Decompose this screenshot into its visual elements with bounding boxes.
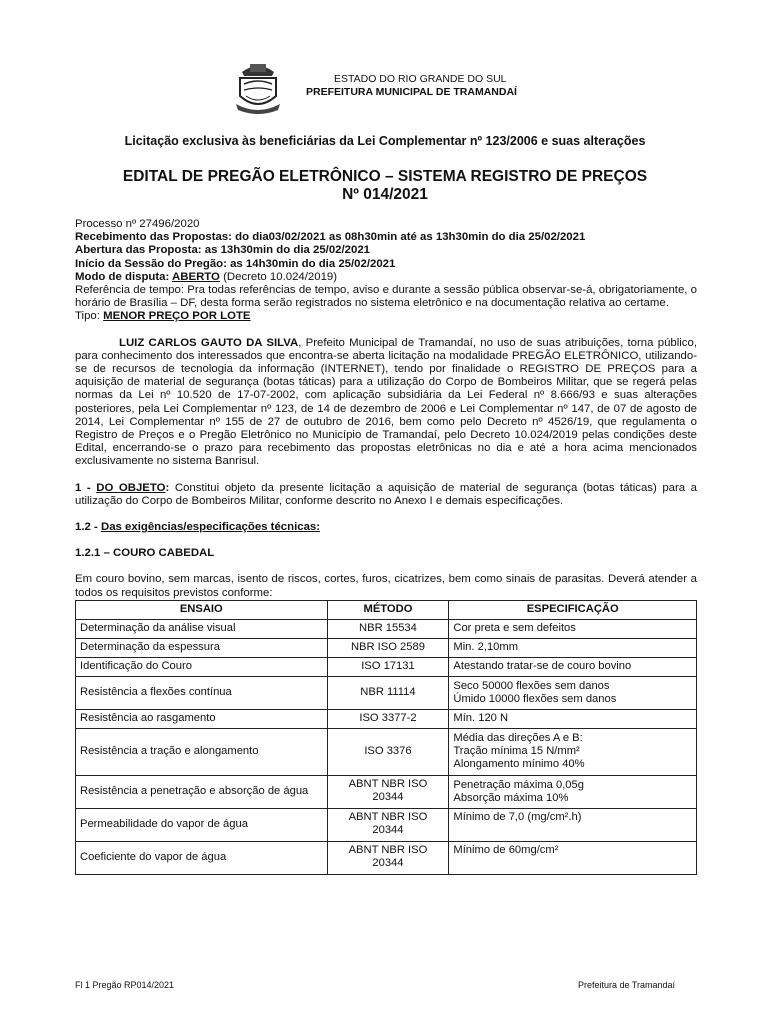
- section-1-colon: :: [165, 481, 170, 494]
- municipality-name: PREFEITURA MUNICIPAL DE TRAMANDAÍ: [306, 86, 517, 98]
- cell-ensaio: Resistência a flexões contínua: [76, 676, 328, 709]
- cell-ensaio: Resistência a tração e alongamento: [76, 728, 328, 775]
- document-body: [75, 218, 697, 875]
- header-metodo: MÉTODO: [327, 600, 449, 619]
- inicio-line: Início da Sessão do Pregão: as 14h30min do dia 25/02/2021: [75, 257, 396, 270]
- cell-especificacao: [449, 841, 697, 874]
- section-1-number: 1 -: [75, 481, 97, 494]
- cell-ensaio: Coeficiente do vapor de água: [76, 841, 328, 874]
- requirements-table: [75, 600, 697, 875]
- section-1-2-heading: Das exigências/especificações técnicas:: [100, 521, 321, 534]
- cell-ensaio: Permeabilidade do vapor de água: [76, 808, 328, 841]
- cell-ensaio: Identificação do Couro: [76, 657, 328, 676]
- title-line-1: EDITAL DE PREGÃO ELETRÔNICO – SISTEMA REGISTRO DE PREÇOS: [122, 168, 648, 185]
- table-header-row: [76, 600, 697, 619]
- section-1-2: [75, 521, 697, 534]
- referencia-tempo: Referência de tempo: Pra todas referências de tempo, aviso e durante a sessão pública observar-se-á, obrigatoriamente, o horário de Brasília – DF, desta forma serão registrados no sistema eletrônico e na documentação relativa ao certame.: [75, 284, 697, 310]
- cell-ensaio: Determinação da espessura: [76, 638, 328, 657]
- cell-metodo: ISO 17131: [327, 657, 449, 676]
- municipal-crest-icon: [232, 58, 284, 116]
- section-1-objeto: [75, 482, 697, 508]
- especificacao-line: Mínimo de 60mg/cm²: [453, 843, 559, 856]
- especificacao-line: Tração mínima 15 N/mm²: [453, 745, 580, 758]
- cell-metodo: ISO 3376: [327, 728, 449, 775]
- processo-number: Processo nº 27496/2020: [75, 218, 200, 230]
- cell-especificacao: [449, 709, 697, 728]
- header-ensaio: ENSAIO: [76, 600, 328, 619]
- cell-especificacao: [449, 676, 697, 709]
- section-1-2-number: 1.2 -: [75, 521, 101, 534]
- section-1-2-1-heading: 1.2.1 – COURO CABEDAL: [75, 547, 215, 560]
- section-1-text: Constitui objeto da presente licitação a aquisição de material de segurança (botas táticas) para a utilização do Corpo de Bombeiros Militar, conforme descrito no Anexo I e demais especificações.: [75, 481, 697, 507]
- especificacao-line: Mínimo de 7,0 (mg/cm².h): [453, 810, 582, 823]
- modo-rest: (Decreto 10.024/2019): [219, 270, 338, 283]
- especificacao-line: Média das direções A e B:: [453, 732, 583, 745]
- table-row: [76, 619, 697, 638]
- header-especificacao: ESPECIFICAÇÃO: [449, 600, 697, 619]
- footer-org: Prefeitura de Tramandaí: [578, 980, 676, 990]
- cell-metodo: ABNT NBR ISO 20344: [327, 775, 449, 808]
- especificacao-line: Cor preta e sem defeitos: [453, 622, 576, 635]
- cell-ensaio: Resistência a penetração e absorção de água: [76, 775, 328, 808]
- couro-paragraph: Em couro bovino, sem marcas, isento de riscos, cortes, furos, cicatrizes, bem como sinais de parasitas. Deverá atender a todos os requisitos previstos conforme:: [75, 573, 697, 599]
- cell-metodo: NBR 15534: [327, 619, 449, 638]
- modo-label: Modo de disputa:: [75, 270, 173, 283]
- document-title: [0, 168, 770, 204]
- table-row: [76, 808, 697, 841]
- especificacao-line: Seco 50000 flexões sem danos: [453, 679, 610, 692]
- table-row: [76, 841, 697, 874]
- table-row: [76, 709, 697, 728]
- table-row: [76, 657, 697, 676]
- cell-ensaio: Determinação da análise visual: [76, 619, 328, 638]
- cell-especificacao: [449, 808, 697, 841]
- especificacao-line: Penetração máxima 0,05g: [453, 778, 584, 791]
- recebimento-line: Recebimento das Propostas: do dia03/02/2021 as 08h30min até as 13h30min do dia 25/02/2021: [75, 231, 586, 244]
- table-row: [76, 638, 697, 657]
- intro-text: , Prefeito Municipal de Tramandaí, no uso de suas atribuições, torna público, para conhecimento dos interessados que encontra-se aberta licitação na modalidade PREGÃO ELETRÔNICO, utilizando-se de recursos de tecnologia da informação (INTERNET), tendo por finalidade o REGISTRO DE PREÇOS para a aquisição de material de segurança (botas táticas) para a utilização do Corpo de Bombeiros Militar, que se regerá pelas normas da Lei nº 10.520 de 17-07-2002, com aplicação subsidiária da Lei Federal nº 8.666/93 e suas alterações posteriores, pela Lei Complementar nº 123, de 14 de dezembro de 2006 e Lei Complementar nº 147, de 07 de agosto de 2014, Lei Complementar nº 155 de 27 de outubro de 2016, bem como pelo Decreto nº 4526/19, que regulamenta o Registro de Preços e o Pregão Eletrônico no Município de Tramandaí, pelo Decreto 10.024/2019 pelas condições deste Edital, encerrando-se o prazo para recebimento das propostas eletrônicas no dia e até a hora acima mencionados exclusivamente no sistema Banrisul.: [75, 336, 697, 468]
- table-row: [76, 676, 697, 709]
- table-row: [76, 728, 697, 775]
- cell-especificacao: [449, 775, 697, 808]
- cell-metodo: NBR ISO 2589: [327, 638, 449, 657]
- modo-value: ABERTO: [172, 270, 220, 283]
- title-line-2: Nº 014/2021: [342, 186, 428, 203]
- table-row: [76, 775, 697, 808]
- especificacao-line: Úmido 10000 flexões sem danos: [453, 692, 617, 705]
- abertura-line: Abertura das Proposta: as 13h30min do dia 25/02/2021: [75, 244, 371, 257]
- intro-paragraph: [75, 337, 697, 469]
- exclusive-note: Licitação exclusiva às beneficiárias da Lei Complementar nº 123/2006 e suas alterações: [124, 134, 646, 148]
- cell-especificacao: [449, 638, 697, 657]
- cell-especificacao: [449, 619, 697, 638]
- mayor-name: LUIZ CARLOS GAUTO DA SILVA: [119, 336, 299, 349]
- section-1-heading: DO OBJETO: [96, 481, 166, 494]
- modo-disputa-line: [75, 271, 697, 284]
- especificacao-line: Min. 2,10mm: [453, 641, 519, 654]
- cell-especificacao: [449, 728, 697, 775]
- tipo-label: Tipo:: [75, 310, 104, 323]
- cell-metodo: ABNT NBR ISO 20344: [327, 808, 449, 841]
- state-name: ESTADO DO RIO GRANDE DO SUL: [334, 73, 507, 85]
- cell-metodo: NBR 11114: [327, 676, 449, 709]
- especificacao-line: Absorção máxima 10%: [453, 791, 569, 804]
- especificacao-line: Alongamento mínimo 40%: [453, 758, 585, 771]
- letterhead: [306, 73, 586, 99]
- cell-metodo: ABNT NBR ISO 20344: [327, 841, 449, 874]
- cell-ensaio: Resistência ao rasgamento: [76, 709, 328, 728]
- tipo-line: [75, 310, 697, 323]
- especificacao-line: Atestando tratar-se de couro bovino: [453, 660, 632, 673]
- tipo-value: MENOR PREÇO POR LOTE: [103, 310, 251, 323]
- especificacao-line: Mín. 120 N: [453, 712, 509, 725]
- cell-especificacao: [449, 657, 697, 676]
- cell-metodo: ISO 3377-2: [327, 709, 449, 728]
- footer-page-ref: Fl 1 Pregão RP014/2021: [75, 980, 175, 990]
